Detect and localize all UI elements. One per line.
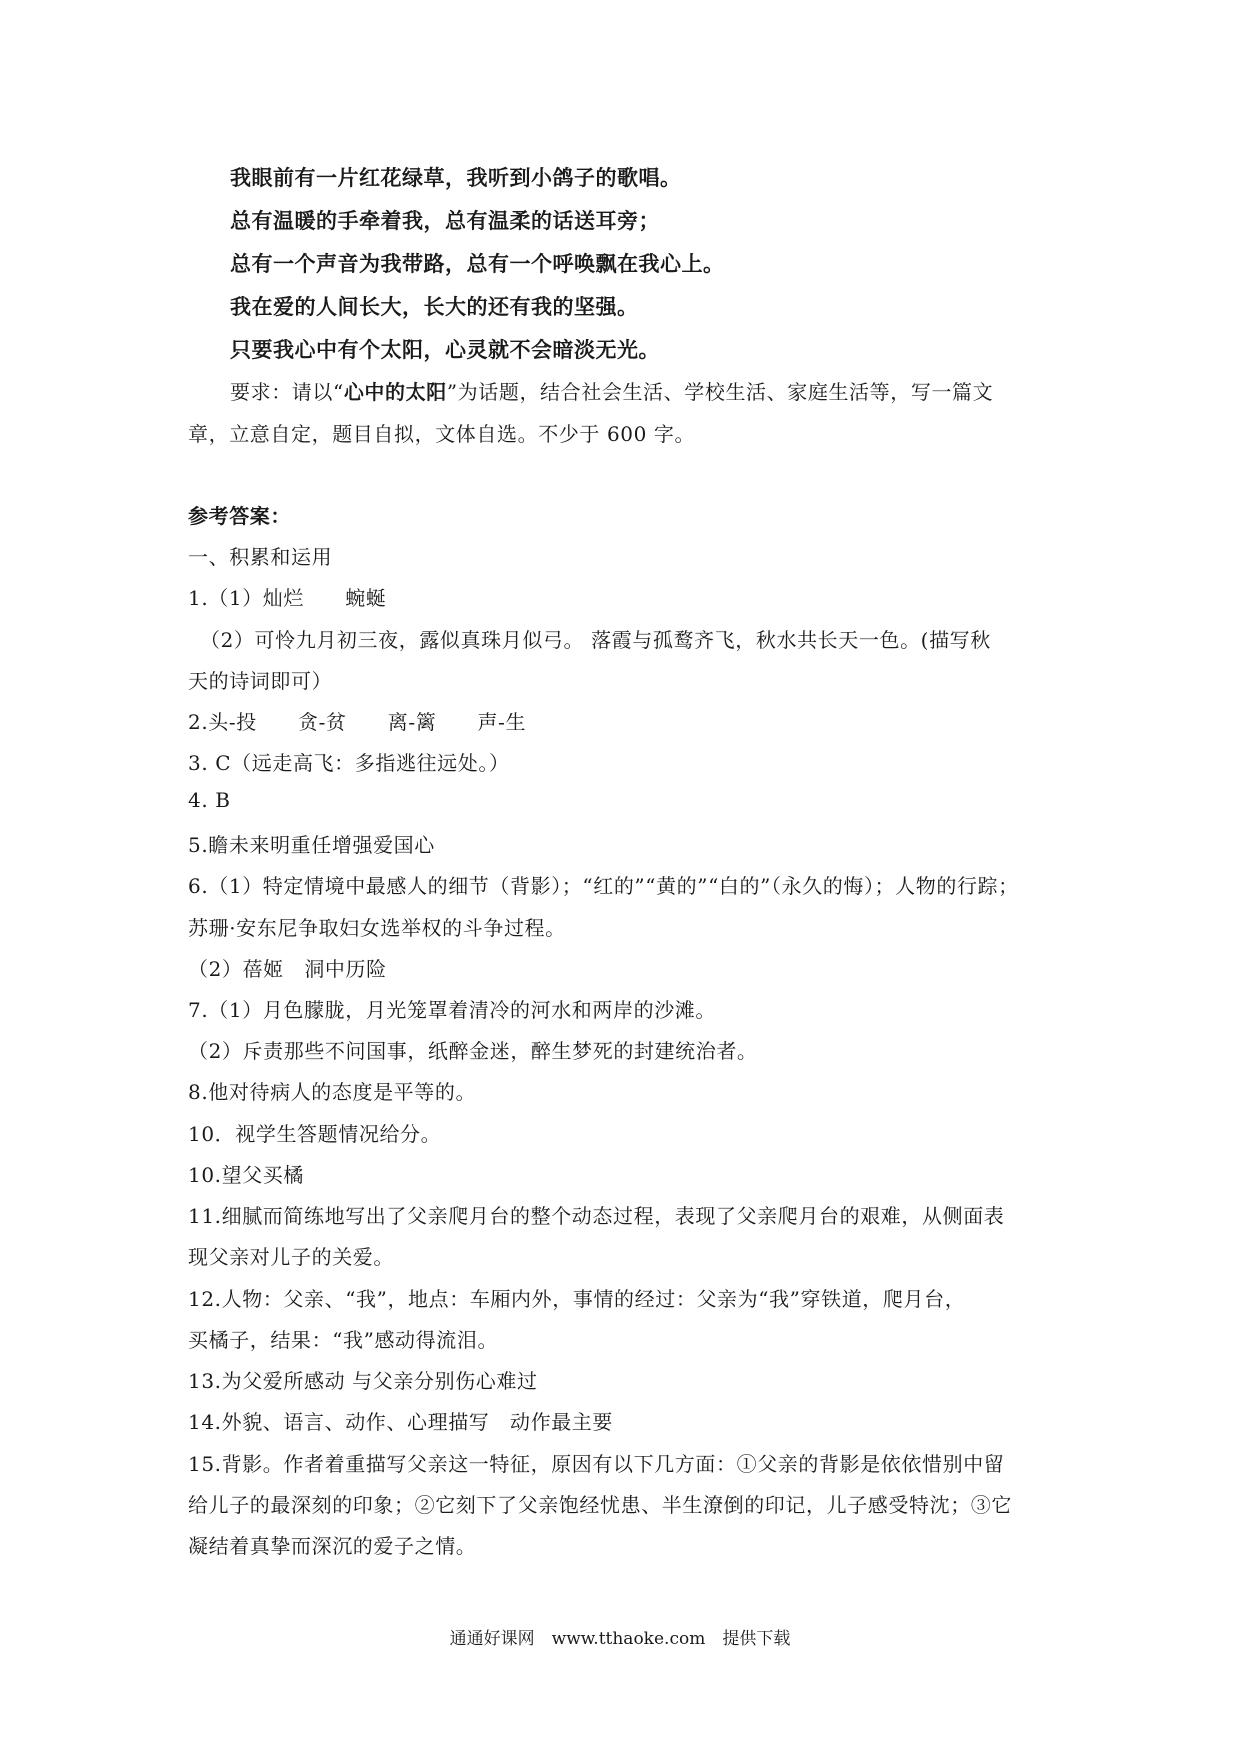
answer-line: 4. B xyxy=(188,788,231,812)
answer-line: 5.瞻未来明重任增强爱国心 xyxy=(188,833,435,857)
answer-line: 11.细腻而简练地写出了父亲爬月台的整个动态过程，表现了父亲爬月台的艰难，从侧面表 xyxy=(188,1204,1005,1228)
answer-line: 12.人物：父亲、“我”，地点：车厢内外，事情的经过：父亲为“我”穿铁道，爬月台， xyxy=(188,1287,966,1311)
requirement-line-1 xyxy=(230,376,993,405)
answer-line: 给儿子的最深刻的印象；②它刻下了父亲饱经忧患、半生潦倒的印记，儿子感受特沈；③它 xyxy=(188,1493,1012,1517)
answer-line: 凝结着真挚而深沉的爱子之情。 xyxy=(188,1534,477,1558)
answer-line: 3. C（远走高飞：多指逃往远处。） xyxy=(188,751,510,775)
answer-line: 天的诗词即可） xyxy=(188,669,333,693)
answer-line: 买橘子，结果：“我”感动得流泪。 xyxy=(188,1328,499,1352)
answer-line: 现父亲对儿子的关爱。 xyxy=(188,1245,394,1269)
poem-line-5: 只要我心中有个太阳，心灵就不会暗淡无光。 xyxy=(230,338,660,362)
section-title: 一、积累和运用 xyxy=(188,545,333,569)
requirement-topic: 心中的太阳 xyxy=(343,380,447,404)
answer-line: 7.（1）月色朦胧，月光笼罩着清冷的河水和两岸的沙滩。 xyxy=(188,998,717,1022)
page-footer: 通通好课网 www.tthaoke.com 提供下载 xyxy=(449,1629,791,1649)
answer-line: 6.（1）特定情境中最感人的细节（背影）；“红的”“黄的”“白的”（永久的悔）；人物的行踪； xyxy=(188,874,1019,898)
answer-line: （2）斥责那些不问国事，纸醉金迷，醉生梦死的封建统治者。 xyxy=(188,1039,758,1063)
requirement-suffix: ”为话题，结合社会生活、学校生活、家庭生活等，写一篇文 xyxy=(446,380,994,404)
answer-line: 苏珊·安东尼争取妇女选举权的斗争过程。 xyxy=(188,916,566,940)
answer-line: （2）蓓姬 洞中历险 xyxy=(188,957,387,981)
poem-line-4: 我在爱的人间长大，长大的还有我的坚强。 xyxy=(230,295,639,319)
answer-line: 1.（1）灿烂 蜿蜒 xyxy=(188,586,387,610)
poem-line-2: 总有温暖的手牵着我，总有温柔的话送耳旁； xyxy=(230,209,660,233)
answer-line: 10.望父买橘 xyxy=(188,1163,305,1187)
answer-line: 2.头-投 贪-贫 离-篱 声-生 xyxy=(188,710,527,734)
poem-line-1: 我眼前有一片红花绿草，我听到小鸽子的歌唱。 xyxy=(230,166,682,190)
requirement-line-2: 章，立意自定，题目自拟，文体自选。不少于 600 字。 xyxy=(188,422,696,446)
answer-line: 8.他对待病人的态度是平等的。 xyxy=(188,1080,477,1104)
poem-line-3: 总有一个声音为我带路，总有一个呼唤飘在我心上。 xyxy=(230,252,725,276)
requirement-prefix: 要求：请以“ xyxy=(230,380,344,404)
answers-heading: 参考答案： xyxy=(188,504,291,528)
answer-line: （2）可怜九月初三夜，露似真珠月似弓。 落霞与孤鹜齐飞，秋水共长天一色。(描写秋 xyxy=(200,628,991,652)
answer-line: 10．视学生答题情况给分。 xyxy=(188,1122,442,1146)
answer-line: 14.外貌、语言、动作、心理描写 动作最主要 xyxy=(188,1410,614,1434)
answer-line: 15.背影。作者着重描写父亲这一特征，原因有以下几方面：①父亲的背影是依依惜别中留 xyxy=(188,1452,1005,1476)
answer-line: 13.为父爱所感动 与父亲分别伤心难过 xyxy=(188,1369,538,1393)
